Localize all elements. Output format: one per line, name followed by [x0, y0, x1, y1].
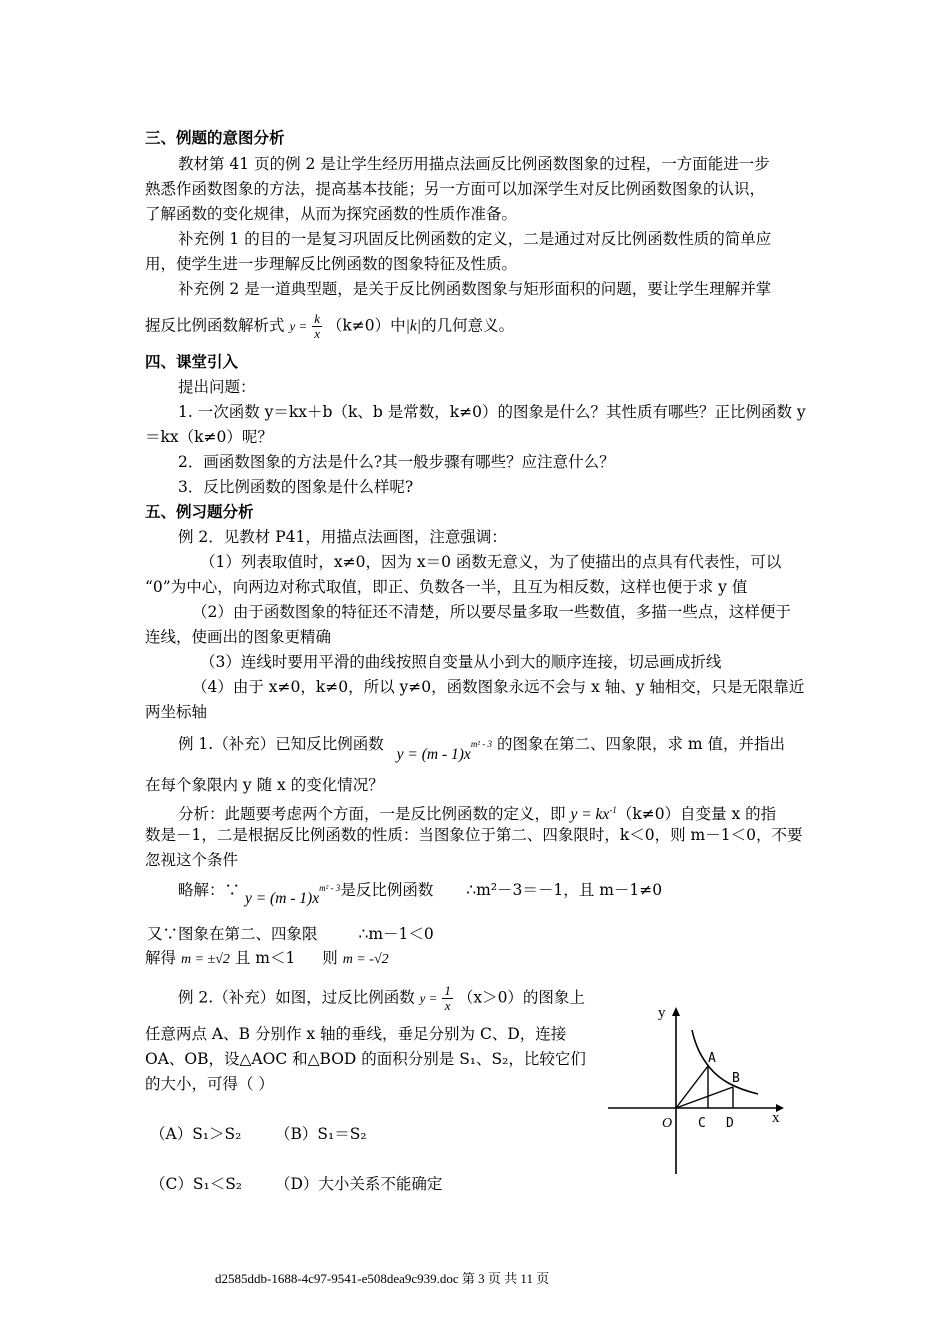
paragraph-line: （2）由于函数图象的特征还不清楚，所以要尽量多取一些数值，多描一些点，这样便于 [192, 603, 791, 621]
option-c: （C）S₁＜S₂ [150, 1175, 243, 1193]
section-3-heading: 三、例题的意图分析 [145, 128, 285, 147]
text: ∴m－1＜0 [358, 925, 434, 943]
paragraph-line: 的大小，可得（ ） [145, 1075, 274, 1093]
section-4-heading: 四、课堂引入 [145, 352, 239, 371]
text: 则 [322, 949, 338, 967]
paragraph-line: 连线，使画出的图象更精确 [145, 628, 332, 646]
text: 的几何意义。 [421, 316, 515, 335]
page-footer: d2585ddb-1688-4c97-9541-e508dea9c939.doc 第 3 页 共 11 页 [215, 1271, 550, 1286]
paragraph-line: 熟悉作函数图象的方法，提高基本技能；另一方面可以加深学生对反比例函数图象的认识， [145, 180, 766, 198]
point-d-label: D [726, 1116, 734, 1131]
figure-background [606, 1000, 790, 1178]
point-b-label: B [732, 1071, 740, 1086]
text: 的图象在第二、四象限，求 m 值，并指出 [496, 735, 786, 754]
point-a-label: A [708, 1051, 716, 1066]
solution-line [147, 924, 434, 944]
formula: m = ±√2 [180, 952, 230, 967]
text: ∴m²－3＝－1，且 m－1≠0 [466, 881, 663, 900]
paragraph-line: 提出问题： [178, 378, 256, 396]
formula-fraction [442, 984, 453, 1013]
paragraph-line: 补充例 2 是一道典型题，是关于反比例函数图象与矩形面积的问题，要让学生理解并掌 [178, 280, 772, 298]
paragraph-line-with-formula [145, 312, 514, 341]
paragraph-line: 在每个象限内 y 随 x 的变化情况？ [145, 776, 384, 794]
paragraph-line: 2．画函数图象的方法是什么?其一般步骤有哪些？应注意什么？ [178, 453, 615, 471]
fraction-numerator: 1 [444, 983, 451, 998]
paragraph-line: （3）连线时要用平滑的曲线按照自变量从小到大的顺序连接，切忌画成折线 [200, 653, 722, 671]
paragraph-line: 了解函数的变化规律，从而为探究函数的性质作准备。 [145, 205, 518, 223]
option-a: （A）S₁＞S₂ [150, 1125, 242, 1143]
paragraph-line: （1）列表取值时，x≠0，因为 x＝0 函数无意义，为了使描出的点具有代表性，可以 [200, 553, 782, 571]
text: 分析：此题要考虑两个方面，一是反比例函数的定义，即 [178, 805, 566, 824]
paragraph-line: （4）由于 x≠0，k≠0，所以 y≠0，函数图象永远不会与 x 轴、y 轴相交，只是无限靠近 [192, 678, 805, 696]
section-5-heading: 五、例习题分析 [145, 502, 254, 521]
text: 又∵图象在第二、四象限 [147, 925, 318, 943]
text: （k≠0）中 [326, 316, 406, 335]
solution-line [178, 876, 663, 908]
y-axis-label: y [658, 1005, 666, 1021]
paragraph-line: 例 2．见教材 P41，用描点法画图，注意强调： [178, 528, 507, 546]
paragraph-line: 1. 一次函数 y＝kx＋b（k、b 是常数，k≠0）的图象是什么？其性质有哪些？正比例函数 y [178, 403, 806, 421]
formula-exponent: m² - 3 [470, 739, 493, 749]
paragraph-line: 忽视这个条件 [145, 851, 239, 869]
text: 例 2.（补充）如图，过反比例函数 [178, 988, 415, 1007]
paragraph-line: “0”为中心，向两边对称式取值，即正、负数各一半，且互为相反数，这样也便于求 y 值 [145, 578, 748, 596]
formula: y = (m - 1)x [244, 890, 320, 908]
paragraph-line: 教材第 41 页的例 2 是让学生经历用描点法画反比例函数图象的过程，一方面能进一步 [178, 155, 770, 173]
paragraph-line: 3．反比例函数的图象是什么样呢? [178, 478, 414, 496]
text: 是反比例函数 [340, 881, 434, 900]
text: （x＞0）的图象上 [457, 988, 585, 1007]
example-2-line [178, 984, 585, 1013]
paragraph-line: 用，使学生进一步理解反比例函数的图象特征及性质。 [145, 255, 518, 273]
text: 例 1.（补充）已知反比例函数 [178, 735, 384, 754]
paragraph-line: 两坐标轴 [145, 703, 208, 721]
paragraph-line: OA、OB，设△AOC 和△BOD 的面积分别是 S₁、S₂，比较它们 [145, 1050, 586, 1068]
option-d: （D）大小关系不能确定 [275, 1175, 443, 1193]
x-axis-label: x [772, 1110, 780, 1126]
paragraph-line: 补充例 1 的目的一是复习巩固反比例函数的定义，二是通过对反比例函数性质的简单应 [178, 230, 772, 248]
fraction-denominator: x [444, 998, 451, 1013]
paragraph-line: 任意两点 A、B 分别作 x 轴的垂线，垂足分别为 C、D，连接 [145, 1025, 567, 1043]
solution-line [145, 948, 389, 970]
text: 略解：∵ [178, 881, 241, 900]
text: 且 m＜1 [234, 949, 296, 967]
formula-fraction [312, 312, 322, 341]
text: 解得 [145, 949, 177, 967]
text: （k≠0）自变量 x 的指 [616, 805, 777, 824]
formula-y: y = [419, 990, 438, 1006]
formula-exponent: -1 [609, 805, 617, 815]
option-b: （B）S₁＝S₂ [275, 1125, 367, 1143]
paragraph-line: ＝kx（k≠0）呢？ [145, 428, 273, 446]
formula: m = -√2 [342, 952, 389, 967]
formula-y: y = [289, 318, 308, 334]
formula: y = kx [570, 806, 610, 824]
example-1-line [178, 730, 786, 764]
fraction-denominator: x [314, 326, 320, 341]
text: 握反比例函数解析式 [145, 316, 285, 335]
paragraph-line: 数是－1，二是根据反比例函数的性质：当图象位于第二、四象限时，k＜0，则 m－1＜0，不要 [145, 826, 803, 844]
origin-label: O [662, 1116, 673, 1131]
point-c-label: C [698, 1116, 706, 1131]
fraction-numerator: k [314, 311, 320, 326]
formula-abs-k: |k| [405, 317, 422, 335]
analysis-line [178, 800, 776, 825]
hyperbola-figure [606, 1000, 790, 1178]
formula-exponent: m² - 3 [319, 883, 341, 893]
formula: y = (m - 1)x [396, 746, 471, 764]
